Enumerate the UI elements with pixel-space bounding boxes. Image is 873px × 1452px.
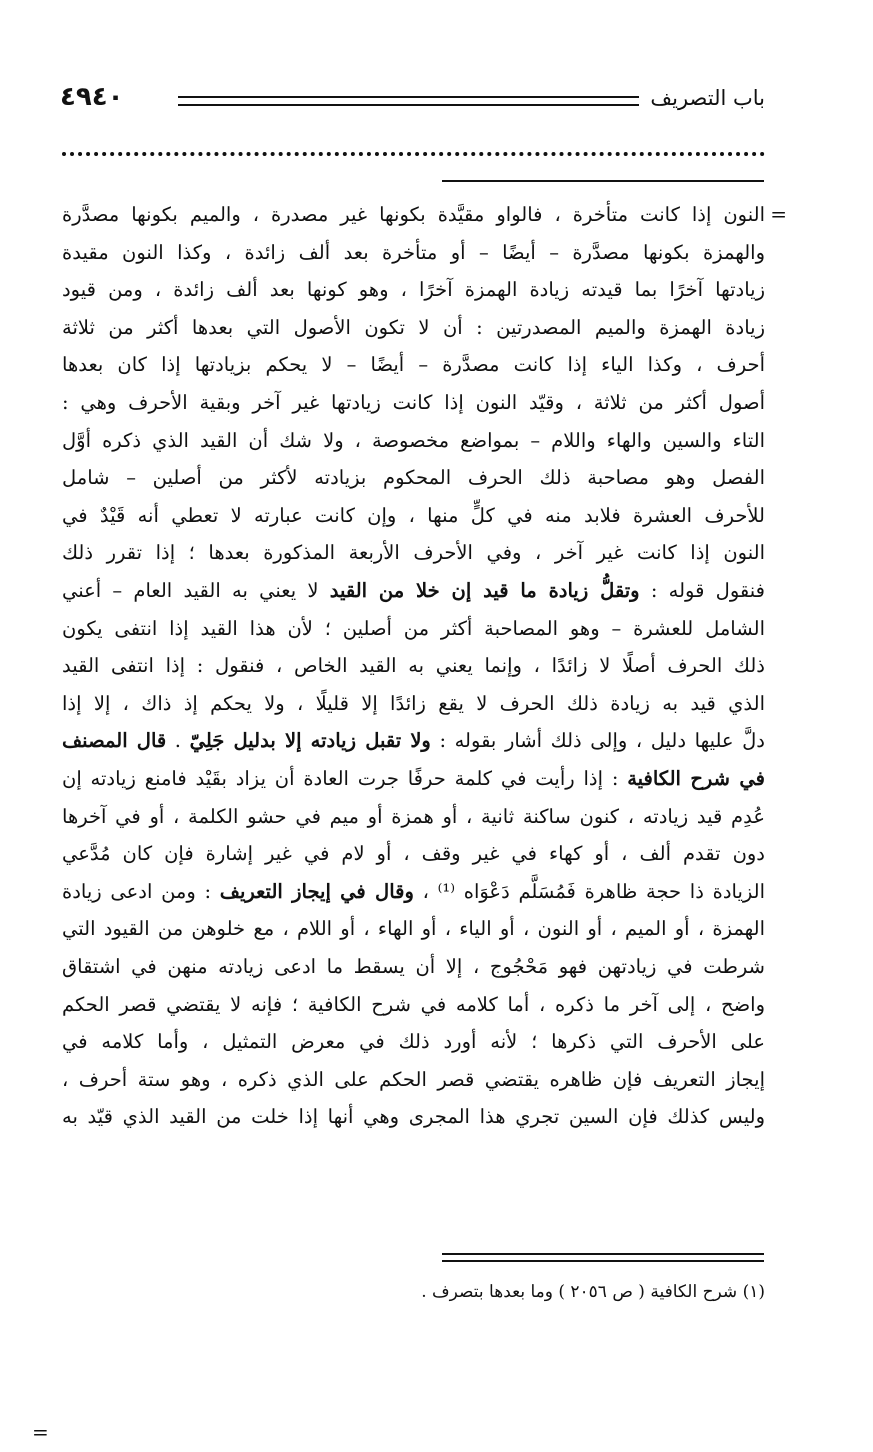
text-line: النون إذا كانت غير آخر ، وفي الأحرف الأربعة المذكورة بعدها ؛ إذا تقرر ذلك — [62, 541, 765, 565]
text-line: شرطت في زيادتهن فهو مَحْجُوج ، إلا أن يسقط ما ادعى زيادته منهن في اشتقاق — [62, 955, 765, 978]
page-header — [60, 84, 765, 114]
text-separator-rule — [442, 180, 764, 182]
text-line: أصول أكثر من ثلاثة ، وقيّد النون إذا كانت زيادتها غير آخر وبقية الأحرف وهي : — [62, 391, 765, 414]
text-line: أحرف ، وكذا الياء إذا كانت مصدَّرة – أيضًا – لا يحكم بزيادتها إذا كان بعدها — [62, 353, 765, 377]
bold-quote: في شرح الكافية — [627, 767, 765, 790]
footnote: (١) شرح الكافية ( ص ٢٠٥٦ ) وما بعدها بتصرف . — [421, 1282, 765, 1302]
bold-quote: قال المصنف — [62, 729, 167, 753]
chapter-title: باب التصريف — [650, 86, 765, 110]
text-line: في شرح الكافية : إذا رأيت في كلمة حرفًا جرت العادة أن يزاد بقَيْد فامنع زيادته إن — [62, 767, 765, 790]
text-line: الزيادة ذا حجة ظاهرة فَمُسَلَّم دَعْوَاه ⁽¹⁾ ، وقال في إيجاز التعريف : ومن ادعى زيادة — [62, 879, 766, 903]
header-rule — [178, 96, 639, 106]
text-line: زيادة الهمزة والميم المصدرتين : أن لا تكون الأصول التي بعدها أكثر من ثلاثة — [62, 315, 765, 339]
text-line: واضح ، إلى آخر ما ذكره ، أما كلامه في شرح الكافية ؛ فإنه لا يقتضي قصر الحكم — [62, 992, 765, 1016]
text-line: على الأحرف التي ذكرها ؛ لأنه أورد ذلك في معرض التمثيل ، وأما كلامه في — [62, 1030, 765, 1054]
text-line: للأحرف العشرة فلابد منه في كلٍّ منها ، وإن كانت عبارته لا تعطي أنه قَيْدٌ في — [62, 503, 765, 527]
continuation-mark-start: = — [770, 202, 787, 226]
text-line: الفصل وهو مصاحبة ذلك الحرف المحكوم بزيادته لأكثر من أصلين – شامل — [62, 466, 765, 490]
text-line: النون إذا كانت متأخرة ، فالواو مقيَّدة بكونها غير مصدرة ، والميم بكونها مصدَّرة — [62, 203, 765, 226]
text-line: وليس كذلك فإن السين تجري هذا المجرى وهي أنها إذا خلت من القيد الذي قيّد به — [62, 1105, 765, 1129]
bold-quote: ولا تقبل زيادته إلا بدليل جَلِيّ — [189, 729, 431, 753]
text-line: الذي قيد به زيادة ذلك الحرف لا يقع زائدًا إلا قليلًا ، ولا يحكم إذ ذاك ، إلا إذا — [62, 691, 765, 715]
page-number: ٤٩٤٠ — [60, 82, 124, 112]
text-line: فنقول قوله : وتقلُّ زيادة ما قيد إن خلا من القيد لا يعني به القيد العام – أعني — [62, 579, 765, 602]
text-line: دلَّ عليها دليل ، وإلى ذلك أشار بقوله : ولا تقبل زيادته إلا بدليل جَلِيّ . قال المصنف — [62, 729, 765, 753]
continuation-mark-end: = — [32, 1420, 49, 1444]
text-line: عُدِم قيد زيادته ، كنون ساكنة ثانية ، أو همزة أو ميم في حشو الكلمة ، أو في آخرها — [62, 804, 765, 828]
text-line: دون تقدم ألف ، أو كهاء في غير وقف ، أو لام في غير إشارة فإن كان مُدَّعي — [62, 842, 765, 866]
text-line: والهمزة بكونها مصدَّرة – أيضًا – أو متأخرة بعد ألف زائدة ، وكذا النون مقيدة — [62, 240, 765, 264]
text-line: الهمزة ، أو الميم ، أو النون ، أو الياء ، أو الهاء ، أو اللام ، مع خلوهن من القيود التي — [62, 917, 765, 941]
text-line: زيادتها آخرًا بما قيدته زيادة الهمزة آخرًا ، وهو كونها بعد ألف زائدة ، ومن قيود — [62, 278, 765, 302]
text-line: ذلك الحرف أصلًا لا زائدًا ، وإنما يعني به القيد الخاص ، فنقول : إذا انتفى القيد — [62, 654, 765, 678]
text-line: التاء والسين والهاء واللام – بمواضع مخصوصة ، ولا شك أن القيد الذي ذكره أوَّل — [62, 428, 765, 452]
dotted-separator — [62, 152, 765, 156]
footnote-separator — [442, 1253, 764, 1262]
bold-quote: وتقلُّ زيادة ما قيد إن خلا من القيد — [329, 579, 640, 602]
bold-quote: وقال في إيجاز التعريف — [219, 879, 414, 903]
text-line: الشامل للعشرة – وهو المصاحبة أكثر من أصلين ؛ لأن هذا القيد إذا انتفى يكون — [62, 616, 765, 640]
text-line: إيجاز التعريف فإن ظاهره يقتضي قصر الحكم على الذي ذكره ، وهو ستة أحرف ، — [62, 1067, 765, 1091]
